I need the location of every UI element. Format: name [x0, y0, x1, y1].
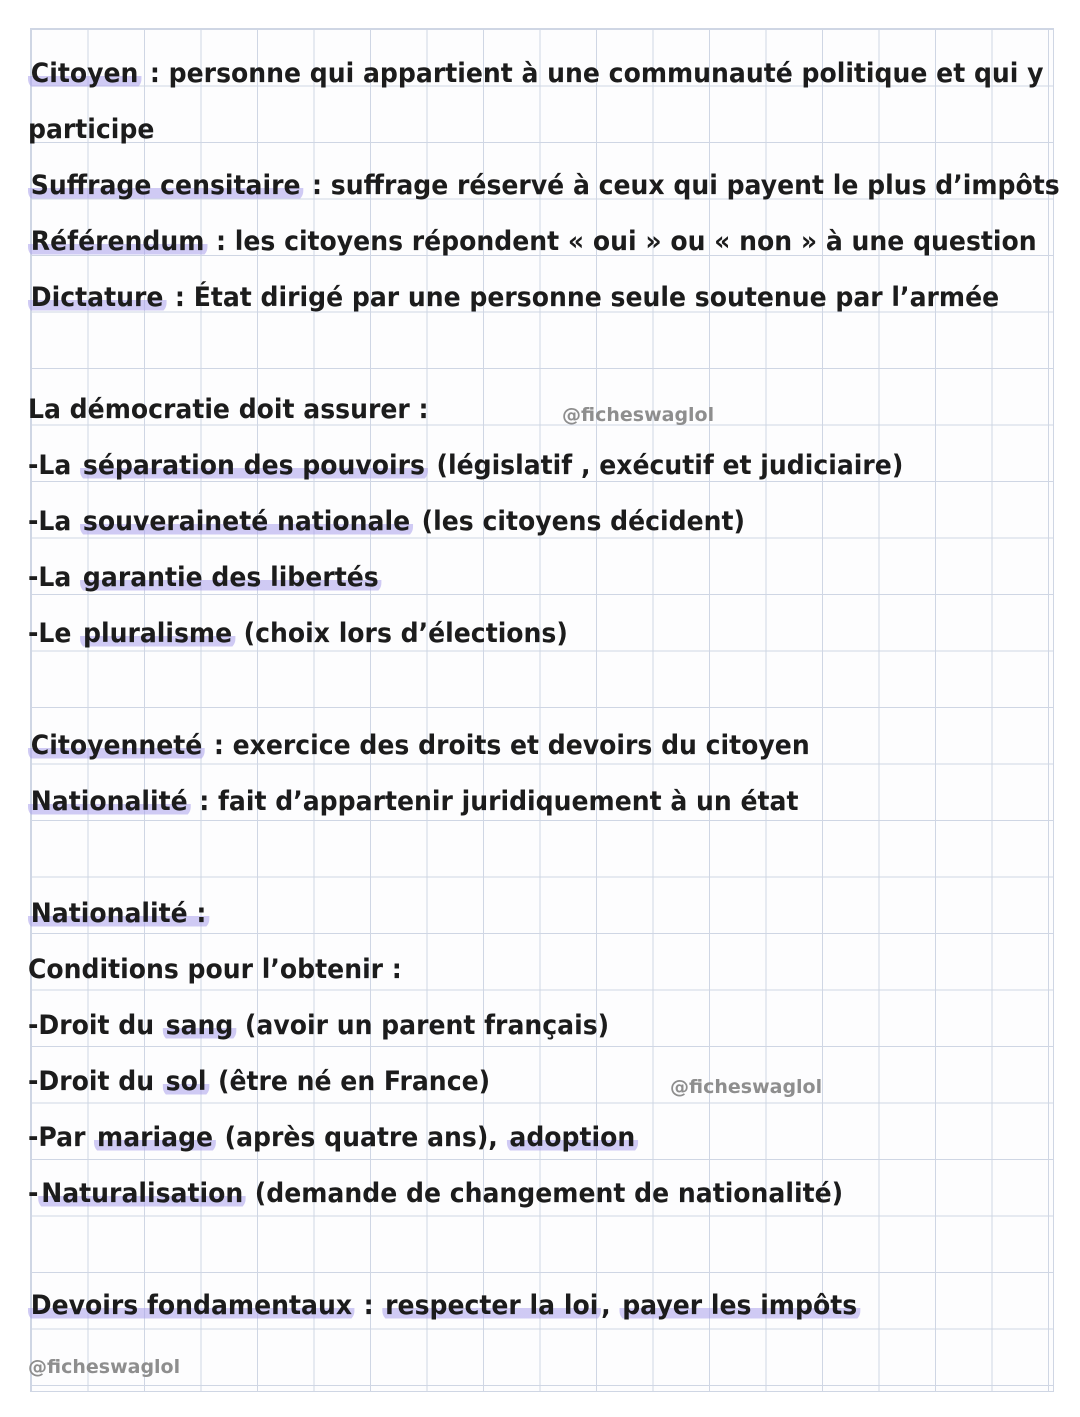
item-rest: (demande de changement de nationalité): [246, 1178, 844, 1209]
watermark: @ficheswaglol: [562, 404, 715, 426]
item-key: séparation des pouvoirs: [80, 450, 428, 481]
nationalite-item: [28, 998, 609, 1054]
democratie-item: [28, 438, 903, 494]
item-key: adoption: [507, 1122, 638, 1153]
item-rest: (après quatre ans),: [215, 1122, 507, 1153]
term-citoyen: Citoyen: [28, 58, 141, 89]
definition-citoyen: [28, 46, 1044, 102]
item-key: Naturalisation: [38, 1178, 246, 1209]
definition-text: : les citoyens répondent « oui » ou « non » à une question: [207, 226, 1037, 257]
item-prefix: -La: [28, 562, 81, 593]
separator: ,: [601, 1290, 620, 1321]
item-prefix: -Droit du: [28, 1066, 163, 1097]
definition-text: : fait d’appartenir juridiquement à un état: [190, 786, 799, 817]
definition-devoirs: [28, 1278, 860, 1334]
item-prefix: -Droit du: [28, 1010, 163, 1041]
item-key: garantie des libertés: [80, 562, 381, 593]
item-rest: (les citoyens décident): [412, 506, 746, 537]
separator: :: [354, 1290, 383, 1321]
item-prefix: -Le: [28, 618, 81, 649]
item-rest: (avoir un parent français): [236, 1010, 610, 1041]
definition-text: : personne qui appartient à une communauté politique et qui y: [141, 58, 1044, 89]
democratie-item: [28, 494, 745, 550]
item-prefix: -Par: [28, 1122, 95, 1153]
definition-suffrage: [28, 158, 1060, 214]
item-rest: (être né en France): [209, 1066, 491, 1097]
term-dictature: Dictature: [28, 282, 166, 313]
watermark: @ficheswaglol: [28, 1356, 181, 1378]
definition-dictature: [28, 270, 999, 326]
nationalite-conditions: Conditions pour l’obtenir :: [28, 954, 402, 985]
definition-citoyennete: [28, 718, 810, 774]
definition-nationalite: [28, 774, 799, 830]
term-referendum: Référendum: [28, 226, 207, 257]
item-prefix: -: [28, 1178, 39, 1209]
item-key: pluralisme: [80, 618, 235, 649]
duty-2: payer les impôts: [619, 1290, 860, 1321]
nationalite-heading: [28, 886, 209, 942]
nationalite-item: [28, 1166, 843, 1222]
definition-citoyen-cont: [28, 102, 154, 158]
item-rest: (législatif , exécutif et judiciaire): [427, 450, 904, 481]
watermark: @ficheswaglol: [670, 1076, 823, 1098]
term-devoirs: Devoirs fondamentaux: [28, 1290, 355, 1321]
item-key: sang: [163, 1010, 236, 1041]
definition-text: : État dirigé par une personne seule soutenue par l’armée: [166, 282, 1000, 313]
nationalite-heading-text: Nationalité :: [28, 898, 209, 929]
term-nationalite: Nationalité: [28, 786, 190, 817]
definition-text: : exercice des droits et devoirs du citoyen: [205, 730, 810, 761]
term-citoyennete: Citoyenneté: [28, 730, 205, 761]
nationalite-item: [28, 1054, 490, 1110]
item-key: sol: [163, 1066, 209, 1097]
democratie-item: [28, 550, 381, 606]
term-suffrage: Suffrage censitaire: [28, 170, 303, 201]
item-key: mariage: [94, 1122, 216, 1153]
definition-referendum: [28, 214, 1037, 270]
item-key: souveraineté nationale: [80, 506, 413, 537]
definition-text: : suffrage réservé à ceux qui payent le plus d’impôts: [303, 170, 1060, 201]
item-rest: (choix lors d’élections): [234, 618, 568, 649]
duty-1: respecter la loi: [382, 1290, 601, 1321]
democratie-heading: La démocratie doit assurer :: [28, 394, 429, 425]
democratie-item: [28, 606, 568, 662]
definition-text: participe: [28, 114, 155, 145]
nationalite-item: [28, 1110, 638, 1166]
item-prefix: -La: [28, 506, 81, 537]
item-prefix: -La: [28, 450, 81, 481]
